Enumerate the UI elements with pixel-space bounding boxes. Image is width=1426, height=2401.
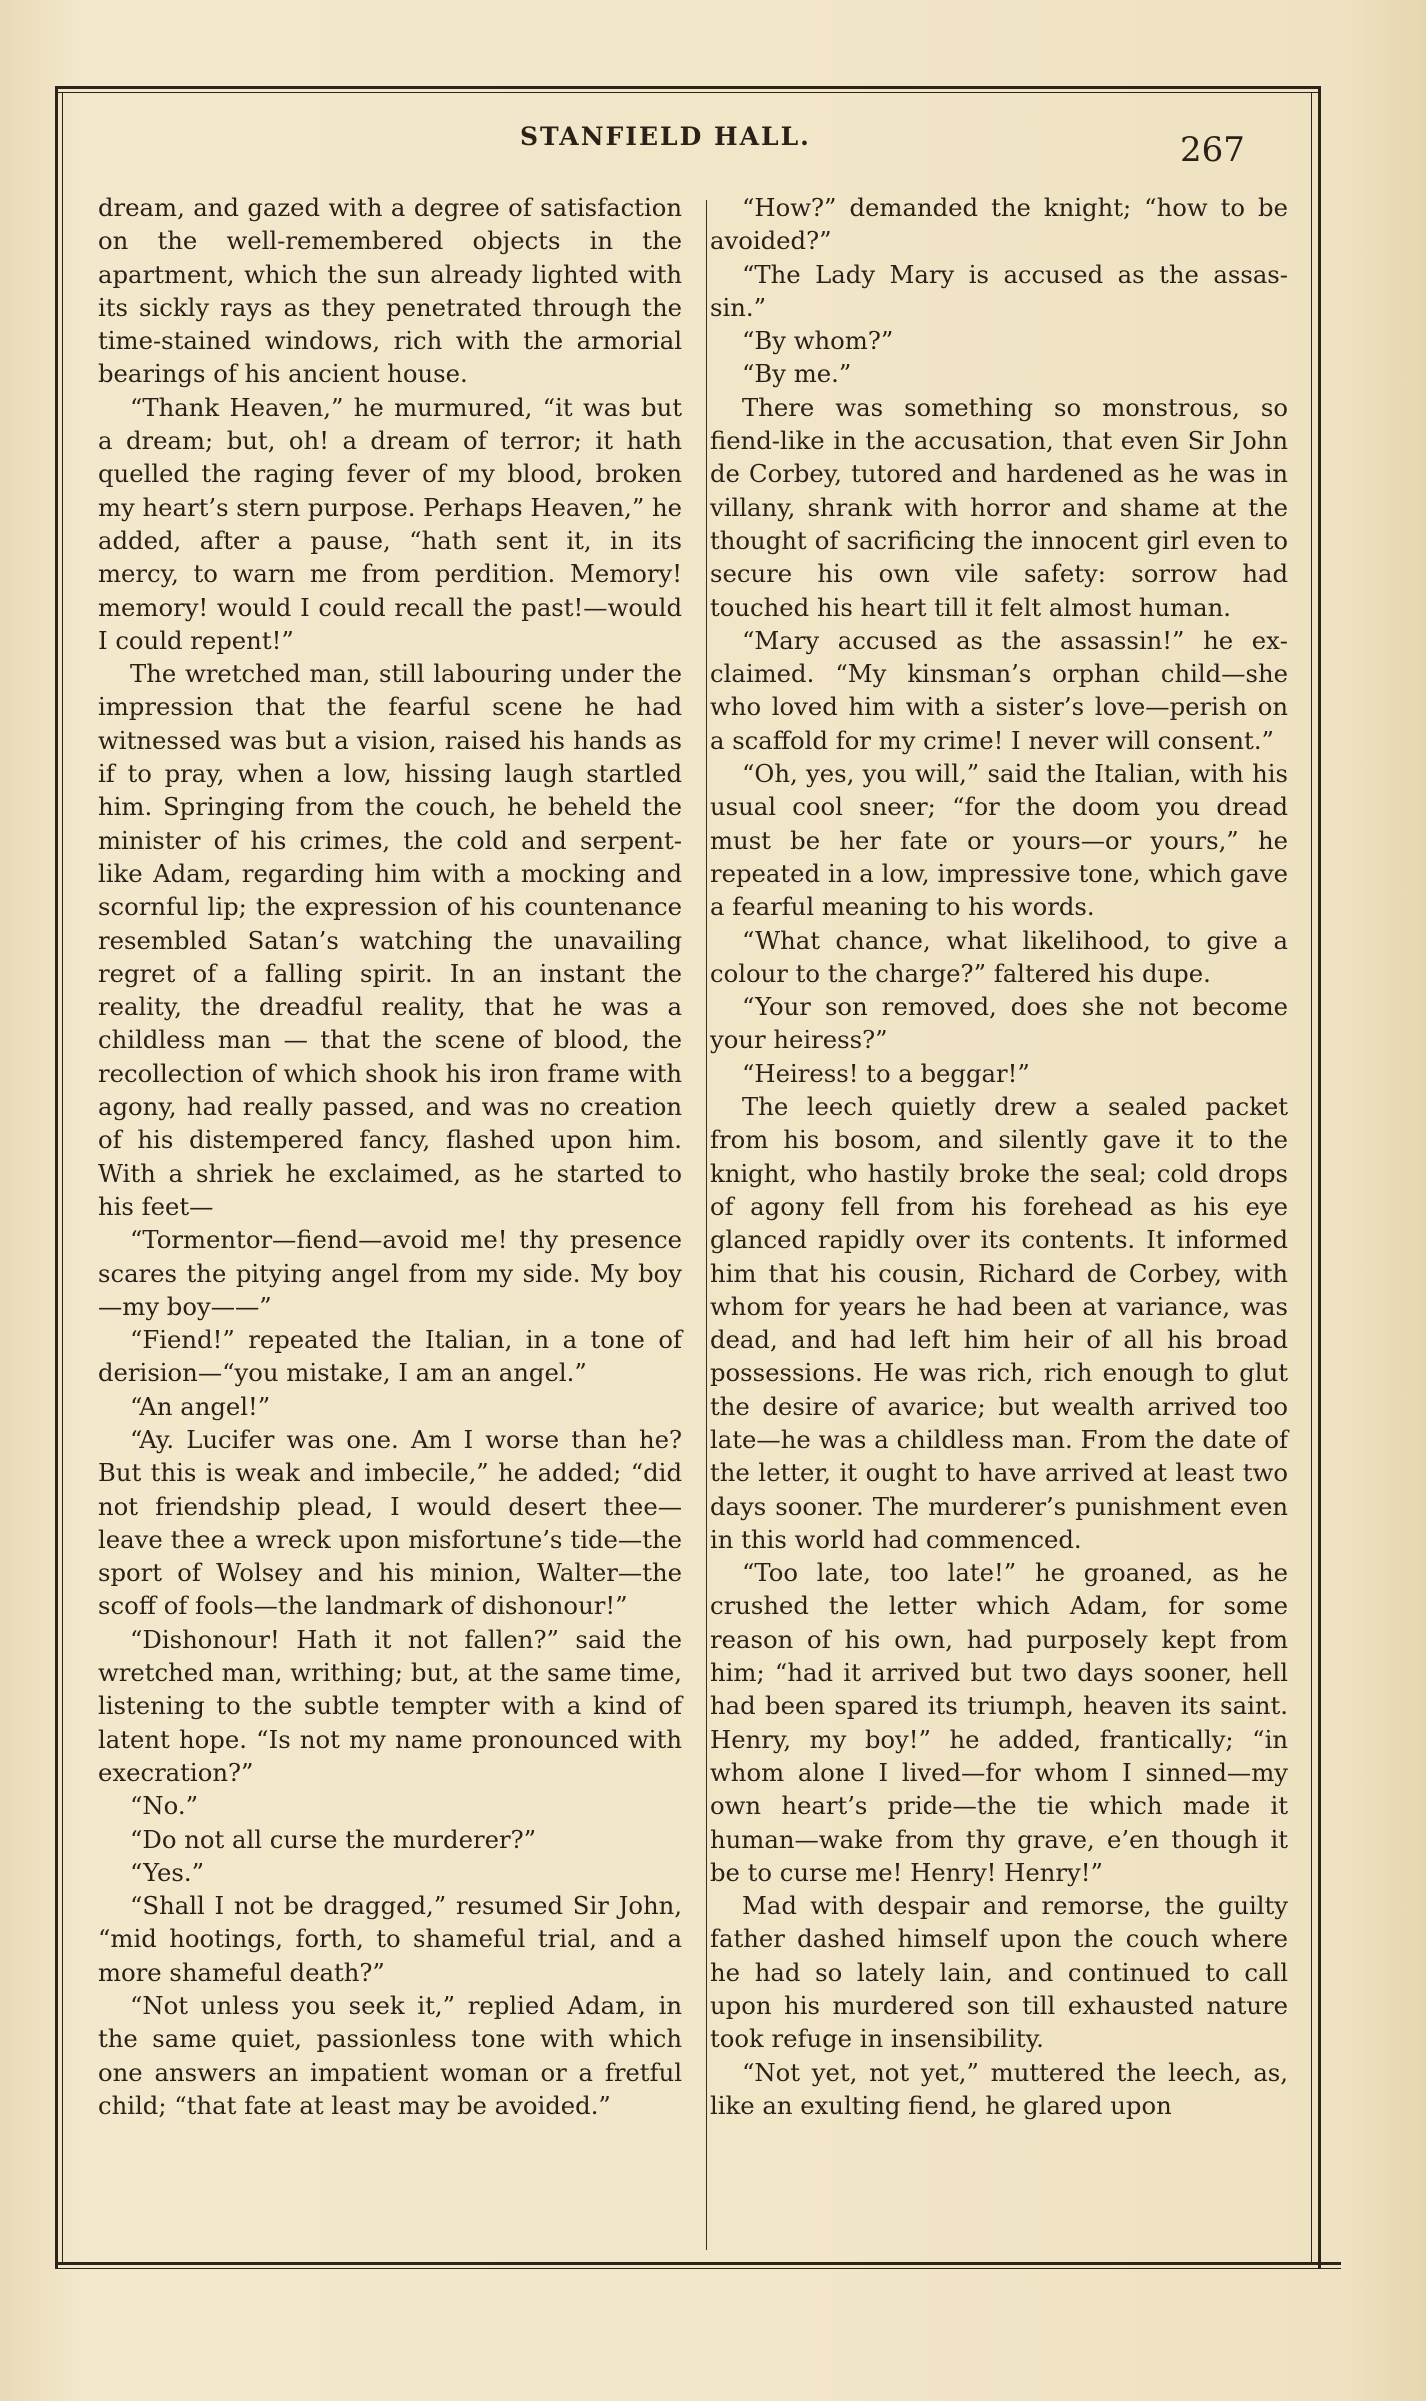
paragraph: “An angel!” xyxy=(130,1391,271,1421)
right-border-rule-inner xyxy=(1311,92,1312,2262)
bottom-border-rule xyxy=(55,2262,1341,2265)
paragraph: Mad with despair and remorse, the guilty father dashed himself upon the couch where he had so lately lain, and continued to call upon his murdered son till exhausted nature took refuge in insensibility. xyxy=(710,1891,1288,2054)
left-column xyxy=(98,191,682,2122)
paragraph: “Your son removed, does she not become your heiress?” xyxy=(710,992,1288,1055)
paragraph: “Fiend!” repeated the Italian, in a tone of derision—“you mistake, I am an angel.” xyxy=(98,1325,682,1388)
paragraph: “No.” xyxy=(130,1791,199,1821)
bottom-border-rule-inner xyxy=(55,2268,1341,2269)
paragraph: “What chance, what likelihood, to give a colour to the charge?” faltered his dupe. xyxy=(710,925,1288,988)
page-number: 267 xyxy=(1180,130,1245,170)
right-border-rule xyxy=(1318,86,1321,2268)
top-border-rule-inner xyxy=(55,92,1321,93)
paragraph: “Ay. Lucifer was one. Am I worse than he? But this is weak and imbecile,” he added; “did not friendship plead, I would desert thee—leave thee a wreck upon misfortune’s tide—the sport of Wolsey and his minion, Walter—the scoff of fools—the landmark of dishonour!” xyxy=(98,1424,682,1621)
column-divider xyxy=(706,200,707,2250)
paragraph: “Dishonour! Hath it not fallen?” said the wretched man, writhing; but, at the same time, listening to the subtle tempter with a kind of latent hope. “Is not my name pronounced with execration?” xyxy=(98,1624,682,1787)
paragraph: “By whom?” xyxy=(742,326,894,356)
left-border-rule-inner xyxy=(62,92,63,2262)
paragraph: “Yes.” xyxy=(130,1857,205,1887)
paragraph: “Tormentor—fiend—avoid me! thy presence scares the pitying angel from my side. My boy—my boy——” xyxy=(98,1225,682,1321)
paragraph: “Too late, too late!” he groaned, as he crushed the letter which Adam, for some reason of his own, had purposely kept from him; “had it arrived but two days sooner, hell had been spared its triumph, heaven its saint. Henry, my boy!” he added, frantically; “in whom alone I lived—for whom I sinned—my own heart’s pride—the tie which made it human—wake from thy grave, e’en though it be to curse me! Henry! Henry!” xyxy=(710,1558,1288,1887)
top-border-rule xyxy=(55,86,1321,89)
running-title: STANFIELD HALL. xyxy=(520,122,811,151)
paragraph: dream, and gazed with a degree of satisfaction on the well-remembered objects in the apartment, which the sun already lighted with its sickly rays as they penetrated through the time-stained windows, rich with the armorial bearings of his ancient house. xyxy=(98,193,682,389)
paragraph: “Shall I not be dragged,” resumed Sir John, “mid hootings, forth, to shameful trial, and a more shameful death?” xyxy=(98,1891,682,1987)
paragraph: “Do not all curse the murderer?” xyxy=(130,1824,537,1854)
paragraph: “By me.” xyxy=(742,359,852,389)
paragraph: The wretched man, still labouring under the impression that the fearful scene he had witnessed was but a vision, raised his hands as if to pray, when a low, hissing laugh startled him. Springing from the couch, he beheld the minister of his crimes, the cold and serpent-like Adam, regarding him with a mocking and scornful lip; the expression of his countenance resembled Satan’s watching the unavailing regret of a falling spirit. In an instant the reality, the dreadful reality, that he was a childless man — that the scene of blood, the recollection of which shook his iron frame with agony, had really passed, and was no creation of his distempered fancy, flashed upon him. With a shriek he exclaimed, as he started to his feet— xyxy=(98,659,682,1221)
paragraph: “Heiress! to a beggar!” xyxy=(742,1058,1030,1088)
paragraph: “Not unless you seek it,” replied Adam, in the same quiet, passionless tone with which one answers an impatient woman or a fretful child; “that fate at least may be avoided.” xyxy=(98,1991,682,2120)
paragraph: “Oh, yes, you will,” said the Italian, with his usual cool sneer; “for the doom you dread must be her fate or yours—or yours,” he repeated in a low, impressive tone, which gave a fearful meaning to his words. xyxy=(710,759,1288,922)
paragraph: “Thank Heaven,” he murmured, “it was but a dream; but, oh! a dream of terror; it hath quelled the raging fever of my blood, broken my heart’s stern purpose. Perhaps Heaven,” he added, after a pause, “hath sent it, in its mercy, to warn me from perdition. Memory! memory! would I could recall the past!—would I could repent!” xyxy=(98,392,683,655)
paragraph: “Mary accused as the assassin!” he exclaimed. “My kinsman’s orphan child—she who loved him with a sister’s love—perish on a scaffold for my crime! I never will consent.” xyxy=(710,625,1288,755)
paragraph: “How?” demanded the knight; “how to be avoided?” xyxy=(710,193,1288,256)
paragraph: The leech quietly drew a sealed packet from his bosom, and silently gave it to the knight, who hastily broke the seal; cold drops of agony fell from his forehead as his eye glanced rapidly over its contents. It informed him that his cousin, Richard de Corbey, with whom for years he had been at variance, was dead, and had left him heir of all his broad possessions. He was rich, rich enough to glut the desire of avarice; but wealth arrived too late—he was a childless man. From the date of the letter, it ought to have arrived at least two days sooner. The murderer’s punishment even in this world had commenced. xyxy=(710,1092,1288,1554)
paragraph: There was something so monstrous, so fiend-like in the accusation, that even Sir John de Corbey, tutored and hardened as he was in villany, shrank with horror and shame at the thought of sacrificing the innocent girl even to secure his own vile safety: sorrow had touched his heart till it felt almost human. xyxy=(710,392,1288,622)
paragraph: “Not yet, not yet,” muttered the leech, as, like an exulting fiend, he glared upon xyxy=(710,2057,1288,2120)
left-border-rule xyxy=(55,86,58,2268)
paragraph: “The Lady Mary is accused as the assassin.” xyxy=(710,259,1288,322)
right-column xyxy=(710,191,1288,2122)
